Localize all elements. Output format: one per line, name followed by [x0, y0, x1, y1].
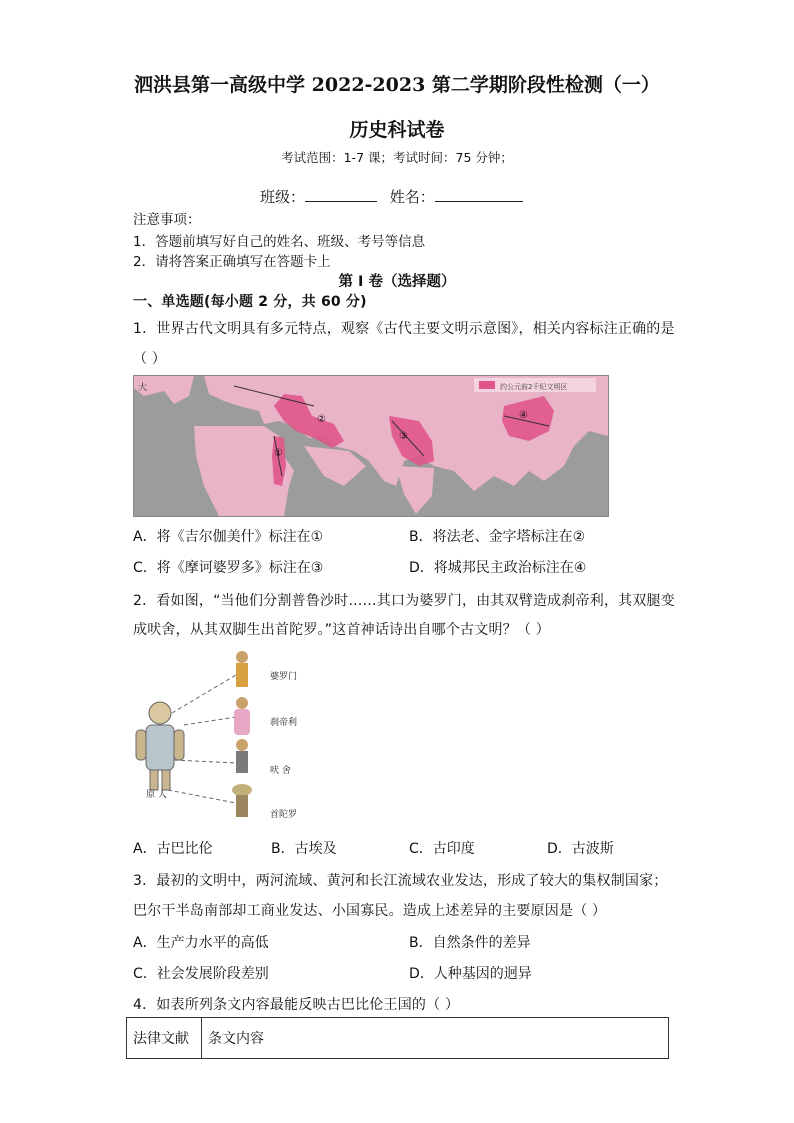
q3-stem-2: 巴尔干半岛南部却工商业发达、小国寡民。造成上述差异的主要原因是（ ） — [133, 903, 607, 919]
table-header-cell: 条文内容 — [202, 1018, 669, 1059]
exam-subtitle: 历史科试卷 — [349, 119, 445, 141]
exam-scope: 考试范围：1-7 课；考试时间：75 分钟； — [281, 150, 513, 165]
caste-label-vaishya: 吠 舍 — [270, 766, 291, 776]
caste-figure-svg — [128, 645, 328, 830]
table-header-cell: 法律文献 — [127, 1018, 202, 1059]
map-label-left: 大 — [138, 383, 148, 393]
map-marker-4: ④ — [519, 410, 528, 421]
q2-stem-2: 成吠舍，从其双脚生出首陀罗。”这首神话诗出自哪个古文明？（ ） — [133, 622, 550, 638]
q1-option-a[interactable]: A．将《吉尔伽美什》标注在① — [133, 529, 324, 545]
origin-leg-right — [162, 770, 170, 790]
q2-option-c[interactable]: C．古印度 — [409, 841, 475, 857]
section-part: 一、单选题(每小题 2 分，共 60 分) — [133, 294, 367, 310]
name-blank[interactable] — [435, 187, 523, 202]
map-marker-1: ① — [274, 448, 283, 459]
map-marker-2: ② — [317, 414, 326, 425]
link-kshatriya — [184, 717, 236, 725]
link-vaishya — [174, 760, 236, 763]
origin-head — [149, 702, 171, 724]
q2-option-d[interactable]: D．古波斯 — [547, 841, 614, 857]
notice-item: 1．答题前填写好自己的姓名、班级、考号等信息 — [133, 234, 426, 250]
map-marker-3: ③ — [399, 431, 408, 442]
origin-arm-left — [136, 730, 146, 760]
caste-label-brahmin: 婆罗门 — [270, 672, 298, 682]
map-legend-swatch — [479, 381, 495, 389]
caste-figure — [128, 645, 328, 830]
q2-stem-1: 2．看如图，“当他们分割普鲁沙时……其口为婆罗门，由其双臂造成刹帝利，其双腿变 — [133, 593, 675, 609]
class-blank[interactable] — [305, 187, 377, 202]
figure-shudra — [232, 784, 252, 817]
q3-stem-1: 3．最初的文明中，两河流域、黄河和长江流域农业发达，形成了较大的集权制国家； — [133, 873, 668, 889]
q1-option-c[interactable]: C．将《摩诃婆罗多》标注在③ — [133, 560, 324, 576]
notice-item: 2．请将答案正确填写在答题卡上 — [133, 254, 331, 270]
q1-stem-2: （ ） — [133, 351, 167, 367]
class-name-line — [260, 186, 523, 207]
table-row — [127, 1018, 669, 1059]
figure-kshatriya — [234, 697, 250, 735]
link-shudra — [168, 790, 236, 803]
caste-label-shudra: 首陀罗 — [270, 810, 298, 820]
caste-label-kshatriya: 刹帝利 — [270, 718, 298, 728]
q4-stem: 4．如表所列条文内容最能反映古巴比伦王国的（ ） — [133, 997, 460, 1013]
figure-brahmin — [236, 651, 248, 687]
origin-arm-right — [174, 730, 184, 760]
q2-option-a[interactable]: A．古巴比伦 — [133, 841, 213, 857]
exam-title: 泗洪县第一高级中学 2022-2023 第二学期阶段性检测（一） — [134, 74, 660, 96]
q3-option-c[interactable]: C．社会发展阶段差别 — [133, 966, 269, 982]
q1-option-b[interactable]: B．将法老、金字塔标注在② — [409, 529, 586, 545]
origin-body — [146, 725, 174, 770]
section-title: 第 I 卷（选择题） — [338, 274, 456, 290]
origin-label: 原 人 — [146, 790, 167, 800]
q1-option-d[interactable]: D．将城邦民主政治标注在④ — [409, 560, 587, 576]
q2-option-b[interactable]: B．古埃及 — [271, 841, 337, 857]
link-brahmin — [172, 675, 236, 713]
map-svg — [134, 376, 608, 516]
q3-option-b[interactable]: B．自然条件的差异 — [409, 935, 531, 951]
name-label: 姓名： — [389, 188, 435, 206]
q3-option-d[interactable]: D．人种基因的迥异 — [409, 966, 532, 982]
origin-leg-left — [150, 770, 158, 790]
q3-option-a[interactable]: A．生产力水平的高低 — [133, 935, 269, 951]
class-label: 班级： — [260, 188, 306, 206]
notice-heading: 注意事项： — [133, 212, 201, 228]
q1-stem-1: 1．世界古代文明具有多元特点，观察《古代主要文明示意图》，相关内容标注正确的是 — [133, 321, 675, 337]
law-table — [126, 1017, 669, 1059]
figure-vaishya — [236, 739, 248, 773]
ancient-civilization-map — [133, 375, 609, 517]
map-legend-text: 约公元前2千纪文明区 — [500, 383, 568, 391]
